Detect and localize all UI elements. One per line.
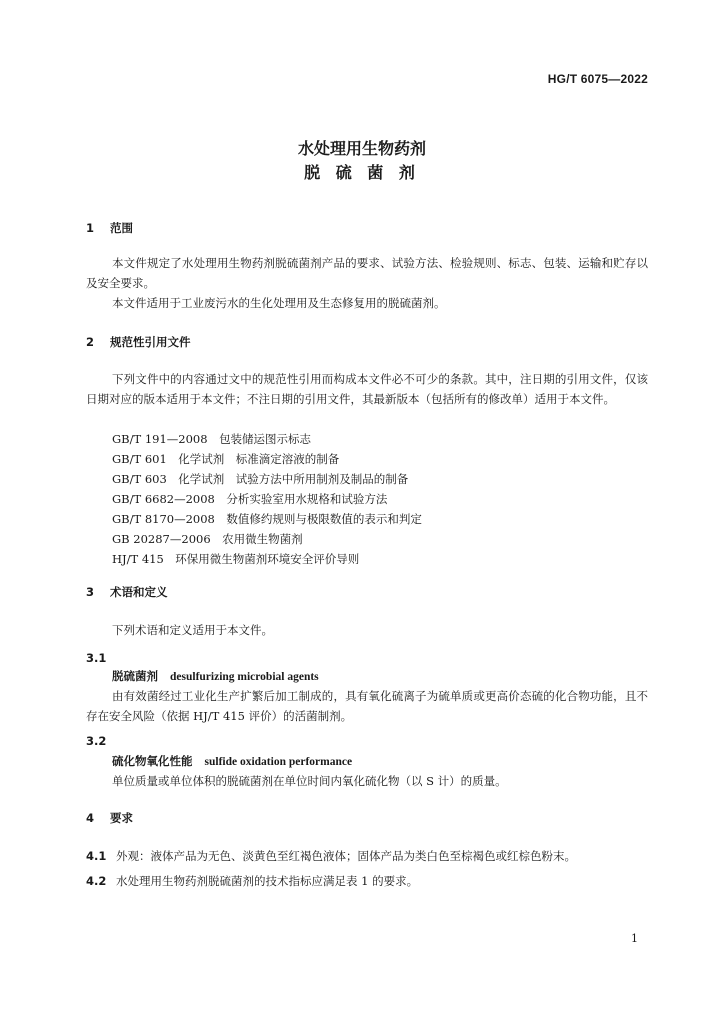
reference-code: GB/T 8170—2008 (112, 512, 215, 526)
section-title: 要求 (110, 811, 134, 825)
reference-title: 数值修约规则与极限数值的表示和判定 (226, 512, 422, 526)
section-title: 规范性引用文件 (110, 335, 191, 349)
section-number: 1 (86, 221, 95, 235)
requirement-number: 4.2 (86, 874, 107, 888)
requirement-text: 外观：液体产品为无色、淡黄色至红褐色液体；固体产品为类白色至棕褐色或红棕色粉末。 (116, 849, 576, 863)
section-title: 术语和定义 (110, 585, 168, 599)
section-number: 2 (86, 335, 95, 349)
document-title: 水处理用生物药剂 (297, 139, 426, 158)
term-title (86, 666, 674, 687)
reference-code: GB/T 6682—2008 (112, 492, 215, 506)
reference-item (86, 469, 648, 489)
term-title (86, 751, 674, 772)
term-definition: 由有效菌经过工业化生产扩繁后加工制成的，具有氧化硫离子为硫单质或更高价态硫的化合物功能，且不存在安全风险（依据 HJ/T 415 评价）的活菌制剂。 (86, 689, 648, 723)
requirement-text: 水处理用生物药剂脱硫菌剂的技术指标应满足表 1 的要求。 (116, 874, 419, 888)
reference-title: 化学试剂 标准滴定溶液的制备 (178, 452, 340, 466)
document-subtitle: 脱 硫 菌 剂 (304, 163, 420, 182)
reference-code: GB 20287—2006 (112, 532, 211, 546)
reference-list (86, 429, 648, 569)
reference-title: 农用微生物菌剂 (222, 532, 303, 546)
section-1-paragraph-1: 本文件规定了水处理用生物药剂脱硫菌剂产品的要求、试验方法、检验规则、标志、包装、运输和贮存以及安全要求。 (86, 256, 648, 290)
section-number: 4 (86, 811, 95, 825)
reference-item (86, 489, 648, 509)
term-english: desulfurizing microbial agents (170, 671, 319, 683)
section-number: 3 (86, 585, 95, 599)
reference-item (86, 509, 648, 529)
section-3-heading (86, 582, 648, 602)
section-4-heading (86, 808, 648, 828)
requirement-4-1 (86, 846, 648, 866)
section-title: 范围 (110, 221, 134, 235)
term-number: 3.1 (86, 651, 107, 665)
requirement-4-2 (86, 871, 648, 891)
term-chinese: 脱硫菌剂 (112, 669, 158, 683)
term-chinese: 硫化物氧化性能 (112, 754, 193, 768)
section-1-paragraph-2: 本文件适用于工业废污水的生化处理用及生态修复用的脱硫菌剂。 (112, 296, 446, 310)
page-number: 1 (631, 932, 638, 945)
reference-title: 分析实验室用水规格和试验方法 (226, 492, 388, 506)
reference-item (86, 529, 648, 549)
reference-title: 化学试剂 试验方法中所用制剂及制品的制备 (178, 472, 409, 486)
section-2-heading (86, 332, 648, 352)
section-3-paragraph: 下列术语和定义适用于本文件。 (112, 623, 273, 637)
reference-item (86, 429, 648, 449)
reference-code: GB/T 601 (112, 452, 167, 466)
standard-code: HG/T 6075—2022 (547, 72, 648, 86)
section-1-heading (86, 218, 648, 238)
reference-code: GB/T 191—2008 (112, 432, 208, 446)
term-number: 3.2 (86, 734, 107, 748)
requirement-number: 4.1 (86, 849, 107, 863)
reference-code: HJ/T 415 (112, 552, 164, 566)
reference-code: GB/T 603 (112, 472, 167, 486)
reference-title: 环保用微生物菌剂环境安全评价导则 (175, 552, 360, 566)
reference-item (86, 449, 648, 469)
section-2-paragraph: 下列文件中的内容通过文中的规范性引用而构成本文件必不可少的条款。其中，注日期的引用文件，仅该日期对应的版本适用于本文件；不注日期的引用文件，其最新版本（包括所有的修改单）适用于本文件。 (86, 372, 648, 406)
reference-title: 包装储运图示标志 (219, 432, 312, 446)
term-english: sulfide oxidation performance (204, 756, 353, 768)
term-definition: 单位质量或单位体积的脱硫菌剂在单位时间内氧化硫化物（以 S 计）的质量。 (112, 774, 507, 788)
reference-item (86, 549, 648, 569)
